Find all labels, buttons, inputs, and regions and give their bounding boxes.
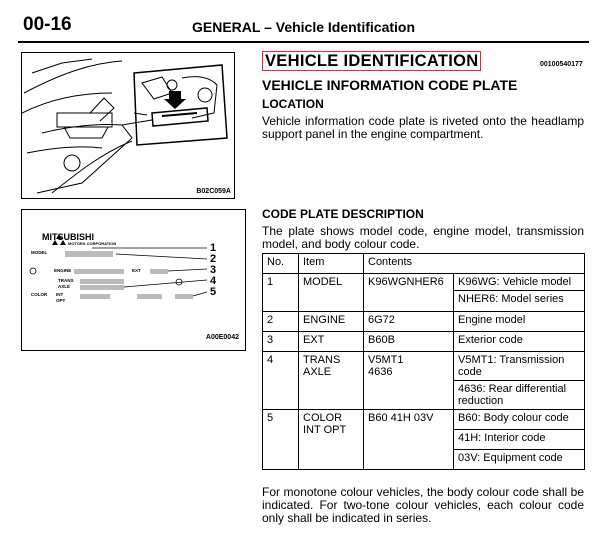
row1-no: 1 <box>263 274 299 312</box>
row4-code-line2: 4636 <box>368 366 393 378</box>
plate-field-model: MODEL <box>31 250 48 255</box>
row5-code: B60 41H 03V <box>364 410 454 470</box>
plate-field-trans: TRANS <box>58 278 74 283</box>
plate-field-color: COLOR <box>31 292 48 297</box>
row5-desc2: 41H: Interior code <box>454 430 585 450</box>
row4-no: 4 <box>263 352 299 410</box>
plate-field-engine: ENGINE <box>54 268 72 273</box>
description-text: The plate shows model code, engine model, transmission model, and body colour code. <box>262 224 584 251</box>
plate-brand: MITSUBISHI <box>42 232 95 242</box>
row5-item <box>299 410 364 470</box>
running-title: GENERAL – Vehicle Identification <box>192 19 416 35</box>
row1-desc1: K96WG: Vehicle model <box>454 274 585 291</box>
callout-3: 3 <box>210 264 217 276</box>
plate-subbrand: MOTORS CORPORATION <box>68 241 117 246</box>
row5-item-line2: INT OPT <box>303 424 347 436</box>
figure-code-plate <box>21 209 246 351</box>
plate-field-ext: EXT <box>132 268 141 273</box>
table-row <box>263 312 585 332</box>
plate-field-axle: AXLE <box>58 284 71 289</box>
table-row <box>263 332 585 352</box>
row2-no: 2 <box>263 312 299 332</box>
document-id: 00100540177 <box>540 61 583 68</box>
row4-item-line1: TRANS <box>303 354 341 366</box>
table-row <box>263 352 585 381</box>
footer-text: For monotone colour vehicles, the body colour code shall be indicated. For two-tone colour vehicles, each colour code only shall be indicated in series. <box>262 485 584 525</box>
callout-4: 4 <box>210 275 217 287</box>
row3-code: B60B <box>364 332 454 352</box>
plate-field-int: INT <box>56 292 64 297</box>
engine-compartment-illustration <box>22 53 234 198</box>
row1-item: MODEL <box>299 274 364 312</box>
plate-field-opt: OPT <box>56 298 66 303</box>
table-header-row <box>263 254 585 274</box>
location-heading: LOCATION <box>262 97 324 111</box>
callout-1: 1 <box>210 242 217 254</box>
figure1-code: B02C059A <box>196 188 231 195</box>
row5-item-line1: COLOR <box>303 412 343 424</box>
callout-2: 2 <box>210 253 217 265</box>
table-row <box>263 410 585 430</box>
row4-item-line2: AXLE <box>303 366 332 378</box>
row4-desc2: 4636: Rear differential reduction <box>454 381 585 410</box>
row5-desc1: B60: Body colour code <box>454 410 585 430</box>
table-row <box>263 274 585 291</box>
row2-desc: Engine model <box>454 312 585 332</box>
row4-desc1: V5MT1: Transmission code <box>454 352 585 381</box>
row2-code: 6G72 <box>364 312 454 332</box>
section-title: VEHICLE IDENTIFICATION <box>262 51 481 71</box>
row1-desc2: NHER6: Model series <box>454 291 585 312</box>
header-item: Item <box>299 254 364 274</box>
header-contents: Contents <box>364 254 585 274</box>
row4-item <box>299 352 364 410</box>
location-text: Vehicle information code plate is riveted onto the headlamp support panel in the engine compartment. <box>262 114 584 141</box>
row5-no: 5 <box>263 410 299 470</box>
row5-desc3: 03V: Equipment code <box>454 450 585 470</box>
callout-5: 5 <box>210 286 217 298</box>
figure2-code: A00E0042 <box>205 334 239 341</box>
row4-code-line1: V5MT1 <box>368 354 404 366</box>
description-heading: CODE PLATE DESCRIPTION <box>262 207 424 221</box>
header-rule <box>18 41 589 43</box>
row1-code: K96WGNHER6 <box>364 274 454 312</box>
subtitle: VEHICLE INFORMATION CODE PLATE <box>262 77 518 93</box>
row2-item: ENGINE <box>299 312 364 332</box>
row3-desc: Exterior code <box>454 332 585 352</box>
figure-engine-compartment <box>21 52 235 199</box>
row3-item: EXT <box>299 332 364 352</box>
row4-code <box>364 352 454 410</box>
header-no: No. <box>263 254 299 274</box>
row3-no: 3 <box>263 332 299 352</box>
page-number: 00-16 <box>23 14 72 35</box>
code-plate-table <box>262 253 585 470</box>
